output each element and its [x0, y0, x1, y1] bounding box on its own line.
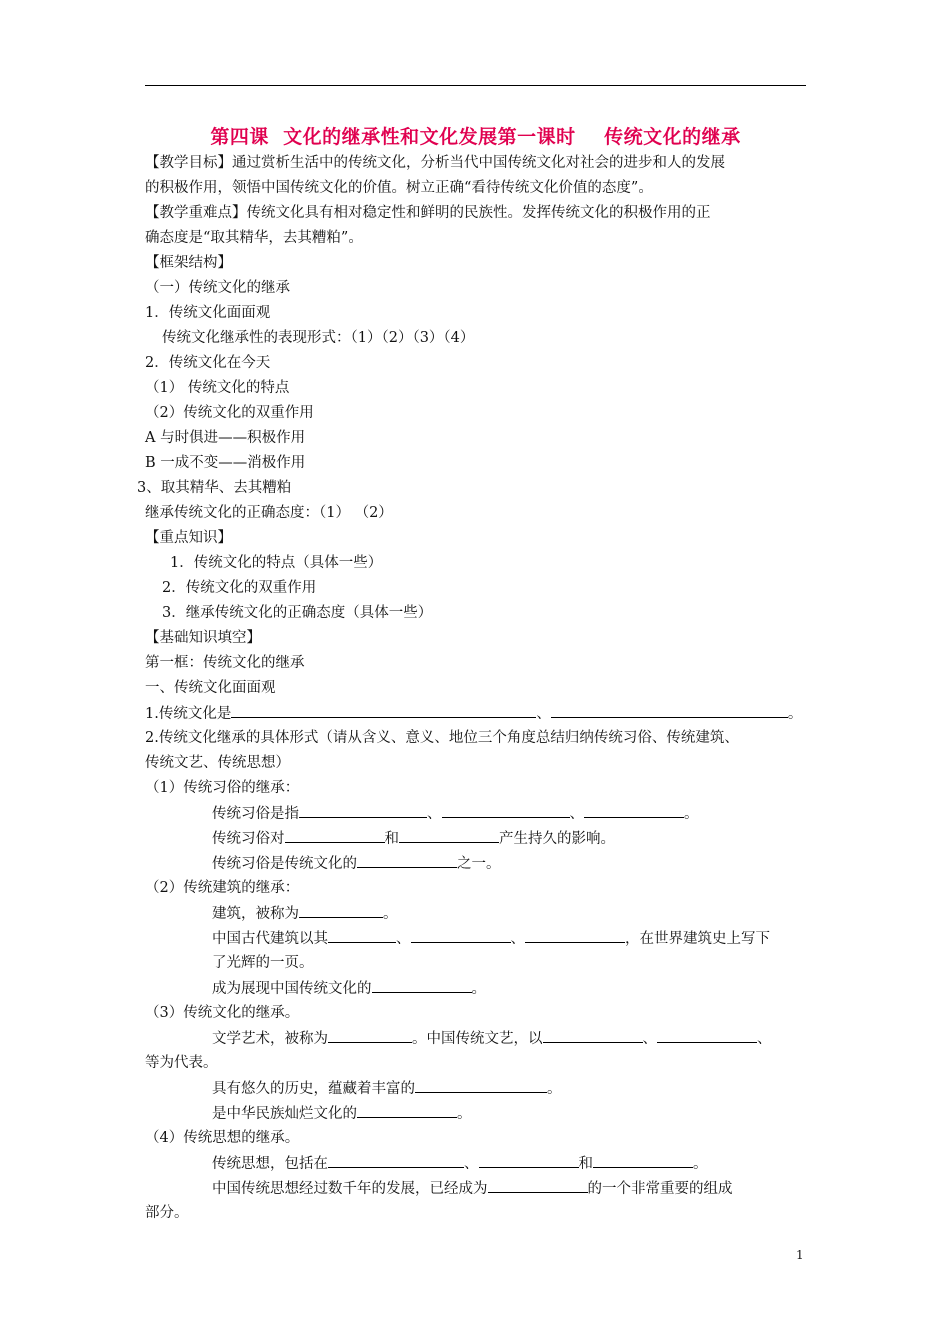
key-points-line-1: 【教学重难点】传统文化具有相对稳定性和鲜明的民族性。发挥传统文化的积极作用的正 — [145, 205, 711, 221]
blank[interactable] — [584, 803, 684, 818]
blank[interactable] — [415, 1078, 547, 1093]
objectives-line-2: 的积极作用，领悟中国传统文化的价值。树立正确“看待传统文化价值的态度”。 — [145, 180, 653, 196]
question-1: 1.传统文化是 、 。 — [145, 703, 802, 724]
blank[interactable] — [285, 828, 385, 843]
blank[interactable] — [299, 903, 383, 918]
framework-item: B 一成不变——消极作用 — [145, 455, 306, 471]
subsection-customs: （1）传统习俗的继承： — [145, 780, 300, 796]
framework-item: 2．传统文化在今天 — [145, 355, 271, 371]
blank[interactable] — [551, 703, 788, 718]
framework-item: 继承传统文化的正确态度：（1） （2） — [145, 505, 393, 521]
thought-line-2: 中国传统思想经过数千年的发展，已经成为 的一个非常重要的组成 — [212, 1178, 733, 1199]
architecture-line-3: 了光辉的一页。 — [212, 955, 314, 971]
blank[interactable] — [399, 828, 499, 843]
culture-line-3: 具有悠久的历史，蕴藏着丰富的 。 — [212, 1078, 562, 1099]
blank[interactable] — [411, 928, 511, 943]
lesson-title: 第四课 文化的继承性和文化发展第一课时 传统文化的继承 — [210, 126, 741, 148]
framework-item: （一）传统文化的继承 — [145, 280, 290, 296]
blank[interactable] — [299, 803, 427, 818]
framework-item: A 与时俱进——积极作用 — [145, 430, 306, 446]
architecture-line-4: 成为展现中国传统文化的 。 — [212, 978, 486, 999]
blank[interactable] — [525, 928, 625, 943]
framework-item: 3、取其精华、去其糟粕 — [137, 480, 292, 496]
framework-item: 传统文化继承性的表现形式：（1）（2）（3）（4） — [162, 330, 475, 346]
focus-item: 2．传统文化的双重作用 — [162, 580, 317, 596]
header-rule — [145, 85, 806, 86]
blank[interactable] — [328, 928, 396, 943]
architecture-line-2: 中国古代建筑以其 、 、 ，在世界建筑史上写下 — [212, 928, 770, 949]
customs-line-2: 传统习俗对 和 产生持久的影响。 — [212, 828, 615, 849]
framework-item: （2）传统文化的双重作用 — [145, 405, 314, 421]
focus-item: 1．传统文化的特点（具体一些） — [170, 555, 383, 571]
blank[interactable] — [657, 1028, 757, 1043]
blank[interactable] — [328, 1028, 412, 1043]
thought-line-3: 部分。 — [145, 1205, 189, 1221]
architecture-line-1: 建筑，被称为 。 — [212, 903, 398, 924]
page-number: 1 — [796, 1248, 804, 1262]
blank[interactable] — [231, 703, 536, 718]
blank[interactable] — [543, 1028, 643, 1043]
blank[interactable] — [357, 853, 457, 868]
focus-heading: 【重点知识】 — [145, 530, 232, 546]
framework-item: 1．传统文化面面观 — [145, 305, 271, 321]
framework-item: （1） 传统文化的特点 — [145, 380, 290, 396]
culture-line-4: 是中华民族灿烂文化的 。 — [212, 1103, 472, 1124]
culture-line-2: 等为代表。 — [145, 1055, 218, 1071]
blank[interactable] — [328, 1153, 464, 1168]
section-title: 一、传统文化面面观 — [145, 680, 276, 696]
frame-title: 第一框：传统文化的继承 — [145, 655, 305, 671]
culture-line-1: 文学艺术，被称为 。中国传统文艺，以 、 、 — [212, 1028, 772, 1049]
blank[interactable] — [442, 803, 570, 818]
customs-line-1: 传统习俗是指 、 、 。 — [212, 803, 699, 824]
thought-line-1: 传统思想，包括在 、 和 。 — [212, 1153, 708, 1174]
blank[interactable] — [479, 1153, 579, 1168]
fill-heading: 【基础知识填空】 — [145, 630, 261, 646]
question-2-line-2: 传统文艺、传统思想） — [145, 755, 290, 771]
blank[interactable] — [593, 1153, 693, 1168]
focus-item: 3．继承传统文化的正确态度（具体一些） — [162, 605, 433, 621]
blank[interactable] — [357, 1103, 457, 1118]
blank[interactable] — [372, 978, 472, 993]
question-2-line-1: 2.传统文化继承的具体形式（请从含义、意义、地位三个角度总结归纳传统习俗、传统建筑、 — [145, 730, 739, 746]
objectives-line-1: 【教学目标】通过赏析生活中的传统文化，分析当代中国传统文化对社会的进步和人的发展 — [145, 155, 725, 171]
customs-line-3: 传统习俗是传统文化的 之一。 — [212, 853, 501, 874]
blank[interactable] — [488, 1178, 588, 1193]
framework-heading: 【框架结构】 — [145, 255, 232, 271]
subsection-architecture: （2）传统建筑的继承： — [145, 880, 300, 896]
subsection-thought: （4）传统思想的继承。 — [145, 1130, 300, 1146]
subsection-culture: （3）传统文化的继承。 — [145, 1005, 300, 1021]
key-points-line-2: 确态度是“取其精华，去其糟粕”。 — [145, 230, 363, 246]
